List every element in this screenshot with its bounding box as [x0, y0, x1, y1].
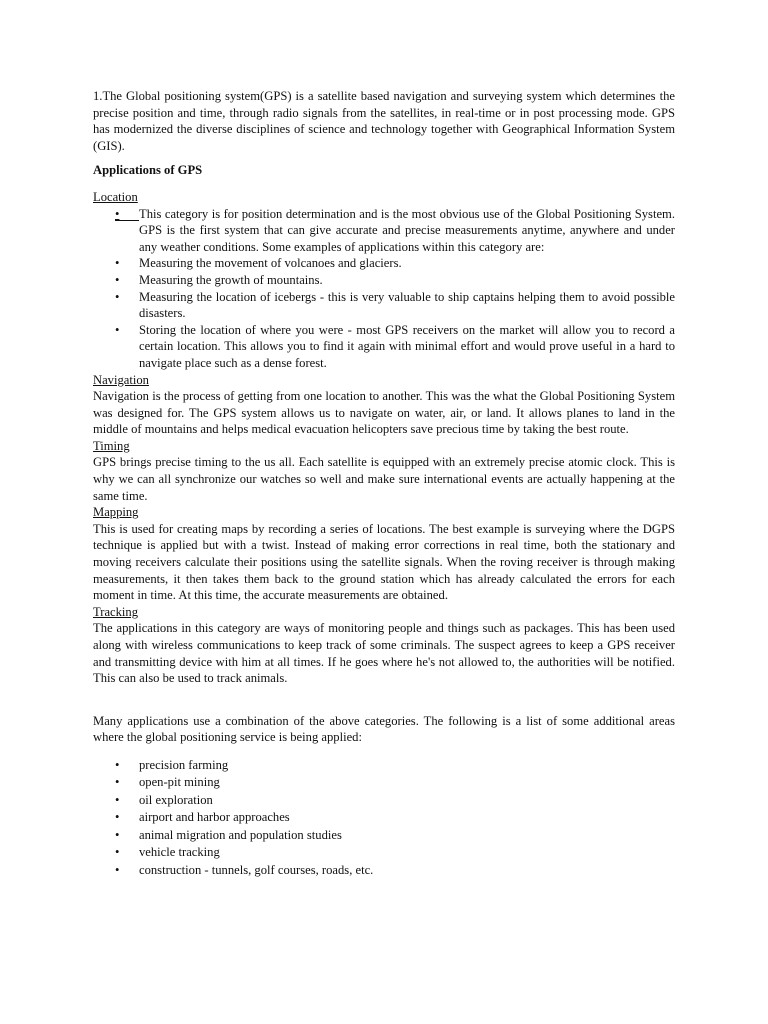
list-item: [93, 827, 675, 845]
list-item-text: airport and harbor approaches: [139, 810, 290, 825]
tracking-heading: Tracking: [93, 604, 139, 619]
bullet-icon: •: [115, 792, 120, 807]
list-item: [93, 844, 675, 862]
location-list: [93, 206, 675, 372]
navigation-heading: Navigation: [93, 372, 149, 387]
bullet-icon: •: [115, 289, 120, 304]
bullet-icon: •: [115, 827, 120, 842]
bullet-icon: •: [115, 757, 120, 772]
list-item: [93, 862, 675, 880]
list-item-text: open-pit mining: [139, 775, 220, 790]
bullet-icon: •: [115, 272, 120, 287]
list-item-text: precision farming: [139, 757, 229, 772]
list-item-text: Measuring the growth of mountains.: [139, 272, 323, 287]
list-item-text: animal migration and population studies: [139, 827, 342, 842]
bullet-icon: •: [115, 206, 120, 221]
bullet-icon: •: [115, 256, 120, 271]
list-item: [93, 757, 675, 775]
list-item: [93, 289, 675, 322]
bullet-icon: •: [115, 862, 120, 877]
list-item-text: oil exploration: [139, 792, 213, 807]
tracking-paragraph: The applications in this category are ways of monitoring people and things such as packages. This has been used along with wireless communications to keep track of some criminals. The suspect agrees to keep a GPS receiver and transmitting device with him at all times. If he goes where he's not allowed to, the authorities will be notified. This can also be used to track animals.: [93, 621, 675, 686]
section-heading: Applications of GPS: [93, 163, 203, 178]
intro-paragraph: 1.The Global positioning system(GPS) is a satellite based navigation and surveying system which determines the precise position and time, through radio signals from the satellites, in real-time or in post processing mode. GPS has modernized the diverse disciplines of science and technology together with Geographical Information System (GIS).: [93, 89, 675, 153]
list-item: [93, 255, 675, 272]
spacer: [93, 746, 675, 757]
list-item: [93, 774, 675, 792]
bullet-underline: [115, 220, 139, 221]
list-item: [93, 322, 675, 372]
list-item: [93, 206, 675, 256]
list-item: [93, 792, 675, 810]
list-item-text: construction - tunnels, golf courses, roads, etc.: [139, 862, 374, 877]
bullet-icon: •: [115, 322, 120, 337]
mapping-heading: Mapping: [93, 505, 139, 520]
location-heading: Location: [93, 189, 138, 204]
summary-paragraph: Many applications use a combination of the above categories. The following is a list of some additional areas where the global positioning service is being applied:: [93, 713, 675, 745]
list-item-text: Measuring the movement of volcanoes and glaciers.: [139, 256, 402, 271]
timing-heading: Timing: [93, 438, 130, 453]
additional-areas-list: [93, 757, 675, 880]
timing-paragraph: GPS brings precise timing to the us all. Each satellite is equipped with an extremely precise atomic clock. This is why we can all synchronize our watches so well and make sure international events are actually happening at the same time.: [93, 455, 675, 503]
list-item-text: This category is for position determination and is the most obvious use of the Global Positioning System. GPS is the first system that can give accurate and precise measurements anytime, anywhere and under any weather conditions. Some examples of applications within this category are:: [139, 206, 675, 254]
spacer: [93, 687, 675, 713]
list-item-text: Storing the location of where you were - most GPS receivers on the market will allow you to record a certain location. This allows you to find it again with minimal effort and would prove useful in a hard to navigate place such as a dense forest.: [139, 322, 675, 370]
list-item: [93, 809, 675, 827]
navigation-paragraph: Navigation is the process of getting from one location to another. This was the what the Global Positioning System was designed for. The GPS system allows us to navigate on water, air, or land. It allows planes to land in the middle of mountains and helps medical evacuation helicopters save precious time by taking the best route.: [93, 389, 675, 437]
list-item-text: vehicle tracking: [139, 845, 220, 860]
list-item: [93, 272, 675, 289]
bullet-icon: •: [115, 810, 120, 825]
document-page: [93, 88, 675, 879]
bullet-icon: •: [115, 775, 120, 790]
list-item-text: Measuring the location of icebergs - this is very valuable to ship captains helping them to avoid possible disasters.: [139, 289, 675, 321]
mapping-paragraph: This is used for creating maps by recording a series of locations. The best example is surveying where the DGPS technique is applied but with a twist. Instead of making error corrections in real time, both the stationary and moving receivers calculate their positions using the satellite signals. When the roving receiver is through making measurements, it then takes them back to the ground station which has already calculated the errors for each moment in time. At this time, the accurate measurements are obtained.: [93, 521, 675, 603]
bullet-icon: •: [115, 845, 120, 860]
